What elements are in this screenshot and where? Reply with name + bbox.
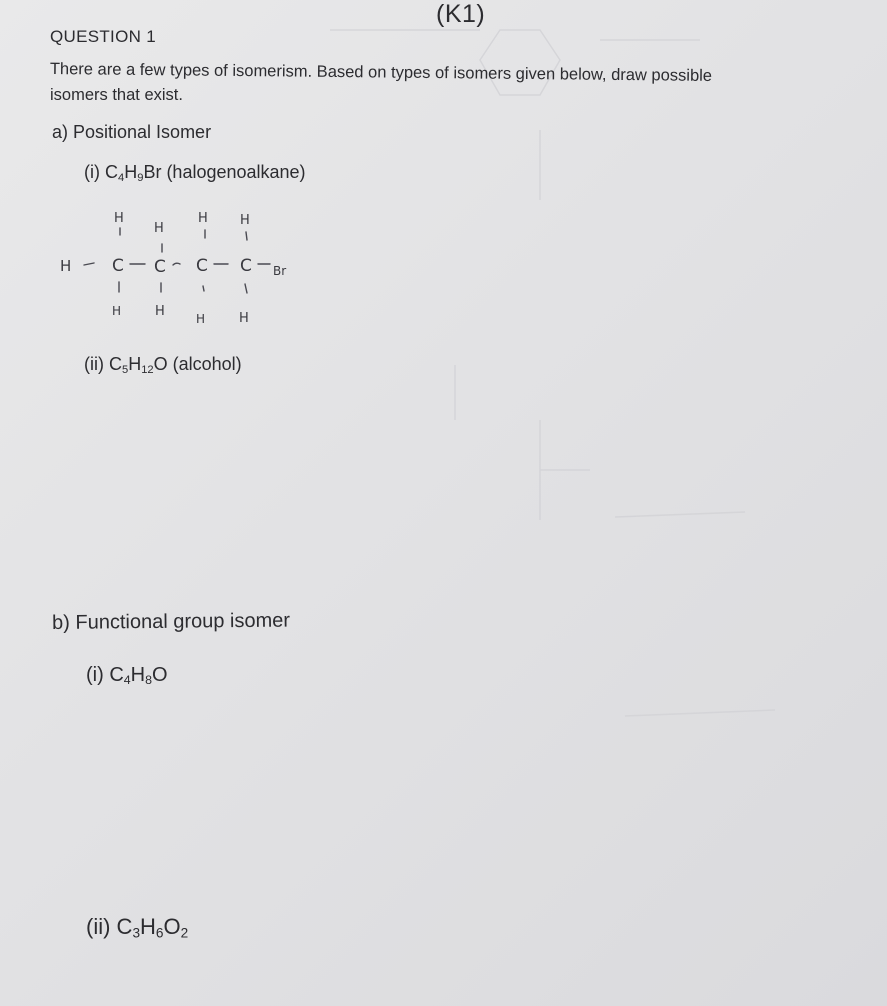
- struct-carbon-4: C: [240, 256, 252, 276]
- struct-top-h-1: H: [114, 211, 124, 226]
- struct-bottom-h-3: H: [196, 312, 206, 326]
- question-tag: (K1): [436, 0, 486, 28]
- struct-bottom-h-1: H: [112, 304, 122, 318]
- struct-top-h-2: H: [154, 221, 164, 236]
- item-b2-label: (ii) $C_3H_6O_2$: [86, 914, 189, 941]
- struct-carbon-2: C: [154, 257, 166, 277]
- struct-left-h: H: [60, 257, 72, 275]
- handwritten-structure-butyl-bromide: [50, 200, 310, 330]
- instruction-line-2: isomers that exist.: [50, 86, 183, 104]
- item-b1-label: (i) $C_4H_8O$: [86, 664, 168, 688]
- struct-carbon-3: C: [196, 256, 208, 276]
- struct-carbon-1: C: [112, 256, 124, 276]
- question-title: QUESTION 1: [50, 27, 156, 46]
- item-a1-label: (i) $C_4H_9Br$ (halogenoalkane): [84, 162, 306, 184]
- struct-top-h-4: H: [240, 213, 250, 228]
- section-a-heading: a) Positional Isomer: [52, 122, 212, 142]
- instruction-line-1: There are a few types of isomerism. Based on types of isomers given below, draw possible: [49, 60, 713, 85]
- struct-bottom-h-2: H: [155, 304, 165, 319]
- struct-bromine: Br: [273, 264, 287, 278]
- section-b-heading: b) Functional group isomer: [52, 609, 291, 634]
- item-a2-label: (ii) $C_5H_{12}O$ (alcohol): [84, 354, 242, 376]
- struct-bottom-h-4: H: [239, 311, 249, 326]
- struct-top-h-3: H: [198, 211, 208, 226]
